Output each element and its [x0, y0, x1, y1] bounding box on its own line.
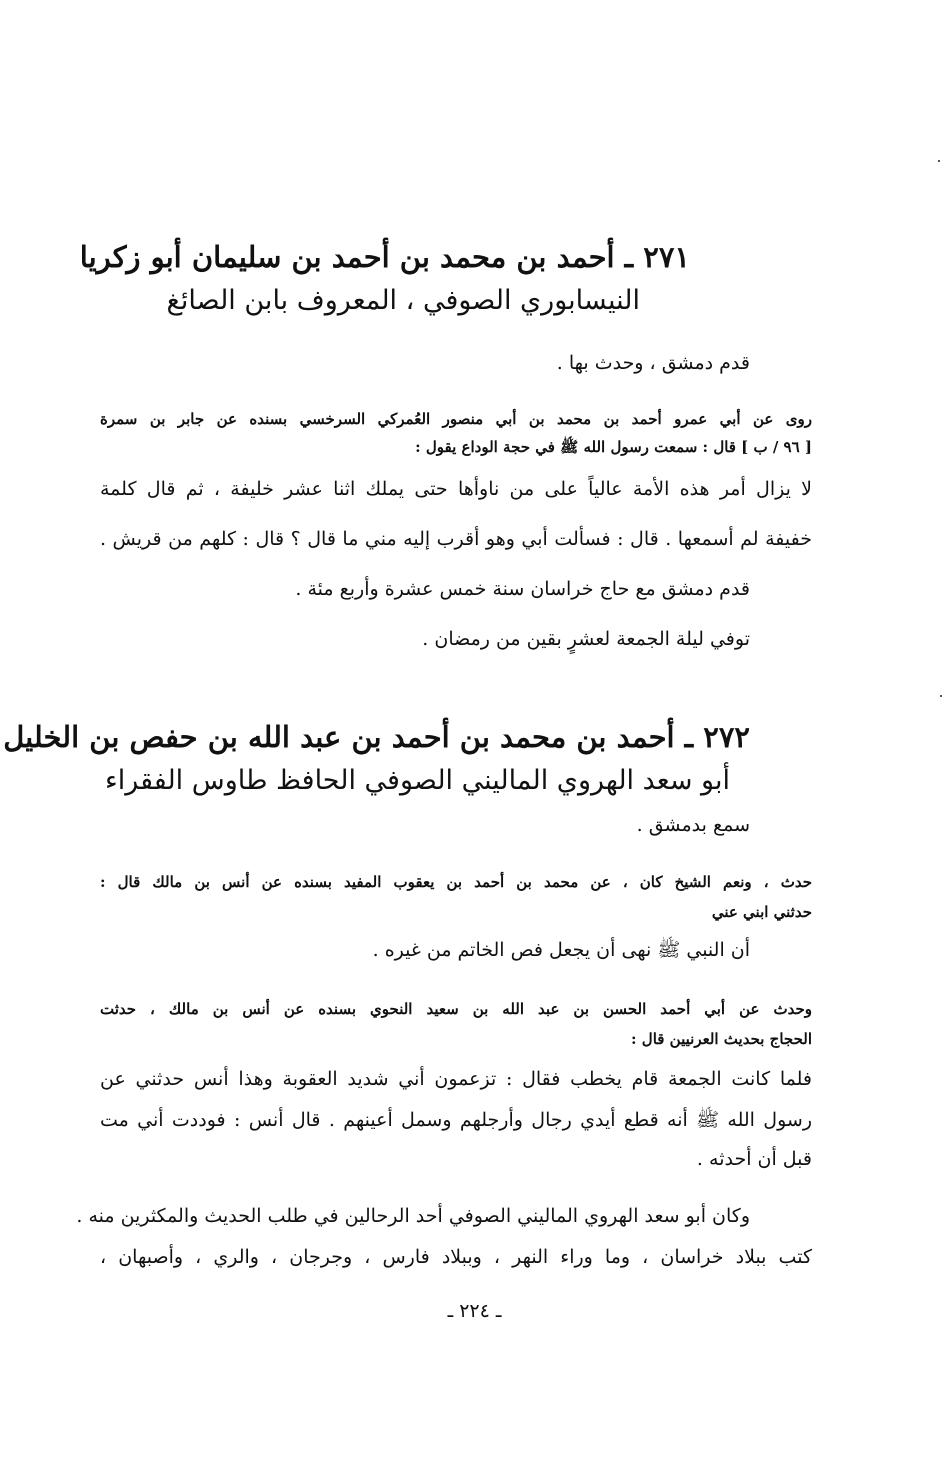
page-number: ـ ٢٢٤ ـ	[447, 1300, 502, 1322]
entry-271-isnad-line1: روى عن أبي عمرو أحمد بن محمد بن أبي منصور العُمركي السرخسي بسنده عن جابر بن سمرة	[100, 410, 812, 428]
entry-271-hadith-line1: لا يزال أمر هذه الأمة عالياً على من ناوأها حتى يملك اثنا عشر خليفة ، ثم قال كلمة	[100, 478, 812, 500]
entry-272-para2-line1: وكان أبو سعد الهروي الماليني الصوفي أحد الرحالين في طلب الحديث والمكثرين منه .	[76, 1205, 750, 1227]
entry-272-heading	[3, 720, 750, 760]
entry-272-heading-line1: ٢٧٢ ـ أحمد بن محمد بن أحمد بن عبد الله بن حفص بن الخليل	[3, 720, 750, 754]
entry-271-para2: قدم دمشق مع حاج خراسان سنة خمس عشرة وأربع مئة .	[295, 578, 750, 600]
entry-272-isnad2-line1: وحدث عن أبي أحمد الحسن بن عبد الله بن سعيد النحوي بسنده عن أنس بن مالك ، حدثت	[100, 1000, 812, 1018]
scan-mark-middle	[940, 695, 942, 697]
entry-272-hadith2-line3: قبل أن أحدثه .	[696, 1148, 812, 1170]
entry-271-heading-line2: النيسابوري الصوفي ، المعروف بابن الصائغ	[166, 285, 640, 316]
entry-272-isnad1-line2: حدثني ابني عني	[711, 903, 812, 921]
entry-272-para1: سمع بدمشق .	[636, 814, 750, 836]
entry-272-hadith1: أن النبي ﷺ نهى أن يجعل فص الخاتم من غيره .	[372, 939, 750, 961]
entry-271-para1: قدم دمشق ، وحدث بها .	[556, 352, 750, 374]
entry-271-heading-line1: ٢٧١ ـ أحمد بن محمد بن أحمد بن سليمان أبو زكريا	[79, 240, 690, 274]
entry-272-hadith2-line2: رسول الله ﷺ أنه قطع أيدي رجال وأرجلهم وسمل أعينهم . قال أنس : فوددت أني مت	[100, 1109, 812, 1131]
entry-272-isnad1-line1: حدث ، ونعم الشيخ كان ، عن محمد بن أحمد بن يعقوب المفيد بسنده عن أنس بن مالك قال :	[100, 873, 812, 891]
entry-272-para2-line2: كتب ببلاد خراسان ، وما وراء النهر ، وببلاد فارس ، وجرجان ، والري ، وأصبهان ،	[100, 1246, 812, 1268]
scan-mark-top	[938, 160, 940, 162]
entry-272-hadith2-line1: فلما كانت الجمعة قام يخطب فقال : تزعمون أني شديد العقوبة وهذا أنس حدثني عن	[100, 1068, 812, 1090]
entry-271-subheading	[166, 285, 640, 325]
entry-271-para3: توفي ليلة الجمعة لعشرٍ بقين من رمضان .	[422, 628, 750, 650]
entry-271-isnad-line2: [ ٩٦ / ب ] قال : سمعت رسول الله ﷺ في حجة الوداع يقول :	[415, 438, 812, 456]
entry-271-hadith-line2: خفيفة لم أسمعها . قال : فسألت أبي وهو أقرب إليه مني ما قال ؟ قال : كلهم من قريش .	[100, 528, 812, 550]
entry-272-subheading	[105, 765, 730, 805]
entry-271-heading	[79, 240, 690, 280]
entry-272-isnad2-line2: الحجاج بحديث العرنيين قال :	[631, 1030, 812, 1048]
entry-272-heading-line2: أبو سعد الهروي الماليني الصوفي الحافظ طاوس الفقراء	[105, 765, 730, 796]
